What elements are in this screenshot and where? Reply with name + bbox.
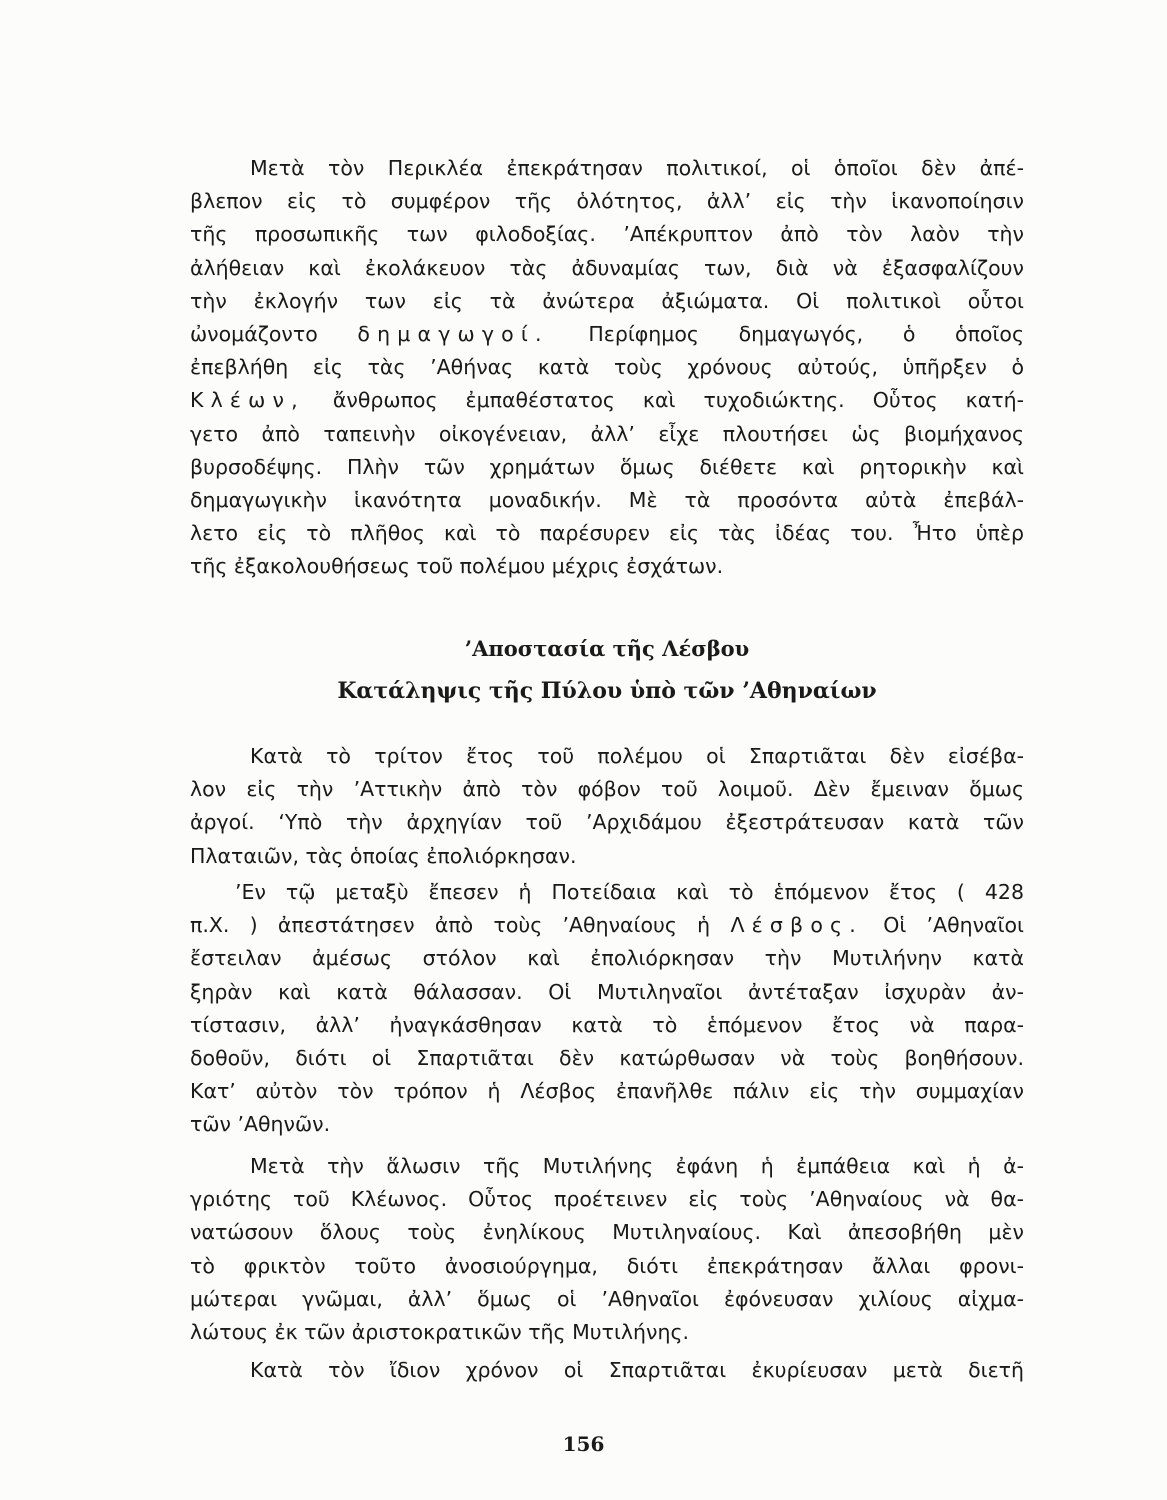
text-line: μώτεραι γνῶμαι, ἀλλ’ ὅμως οἱ ’Αθηναῖοι ἐφόνευσαν χιλίους αἰχμα-: [190, 1286, 1024, 1311]
text-line: τὸ φρικτὸν τοῦτο ἀνοσιούργημα, διότι ἐπεκράτησαν ἄλλαι φρονι-: [190, 1253, 1024, 1278]
text-line: [190, 909, 1024, 942]
text-line: ἀργοί. ‘Υπὸ τὴν ἀρχηγίαν τοῦ ’Αρχιδάμου ἐξεστράτευσαν κατὰ τῶν: [190, 810, 1024, 835]
section-heading-lesbos: ’Αποστασία τῆς Λέσβου: [464, 636, 750, 661]
text-line: λον εἰς τὴν ’Αττικὴν ἀπὸ τὸν φόβον τοῦ λοιμοῦ. Δὲν ἔμειναν ὅμως: [190, 777, 1024, 802]
paragraph-lesbos-revolt: [190, 876, 1024, 1142]
text-line: γριότης τοῦ Κλέωνος. Οὗτος προέτεινεν εἰς τοὺς ’Αθηναίους νὰ θα-: [190, 1187, 1024, 1212]
paragraph-third-year: [190, 740, 1024, 873]
text-line: τῆς προσωπικῆς των φιλοδοξίας. ’Απέκρυπτον ἀπὸ τὸν λαὸν τὴν: [190, 222, 1024, 247]
text-line: νατώσουν ὅλους τοὺς ἐνηλίκους Μυτιληναίους. Καὶ ἀπεσοβήθη μὲν: [190, 1220, 1024, 1245]
section-heading-pylos: Κατάληψις τῆς Πύλου ὑπὸ τῶν ’Αθηναίων: [337, 678, 877, 704]
paragraph-pericles-successors: [190, 152, 1024, 583]
text-line: λετο εἰς τὸ πλῆθος καὶ τὸ παρέσυρεν εἰς τὰς ἰδέας του. Ἦτο ὑπὲρ: [190, 521, 1024, 546]
text-fragment: ὠνομάζοντο: [190, 321, 318, 346]
text-line: ξηρὰν καὶ κατὰ θάλασσαν. Οἱ Μυτιληναῖοι ἀντέταξαν ἰσχυρὰν ἀν-: [190, 979, 1024, 1004]
text-line: τὴν ἐκλογήν των εἰς τὰ ἀνώτερα ἀξιώματα. Οἱ πολιτικοὶ οὗτοι: [190, 288, 1024, 313]
text-line: Κατ’ αὐτὸν τὸν τρόπον ἡ Λέσβος ἐπανῆλθε πάλιν εἰς τὴν συμμαχίαν: [190, 1079, 1024, 1104]
text-line: Μετὰ τὴν ἅλωσιν τῆς Μυτιλήνης ἐφάνη ἡ ἐμπάθεια καὶ ἡ ἀ-: [250, 1154, 1024, 1178]
text-line: ἐπεβλήθη εἰς τὰς ’Αθήνας κατὰ τοὺς χρόνους αὐτούς, ὑπῆρξεν ὁ: [190, 355, 1024, 380]
spaced-term-demagogues: δημαγωγοί.: [357, 321, 549, 346]
text-line: τίστασιν, ἀλλ’ ἠναγκάσθησαν κατὰ τὸ ἑπόμενον ἔτος νὰ παρα-: [190, 1012, 1024, 1037]
text-line: γετο ἀπὸ ταπεινὴν οἰκογένειαν, ἀλλ’ εἶχε πλουτήσει ὡς βιομήχανος: [190, 421, 1024, 446]
text-line: ’Εν τῷ μεταξὺ ἔπεσεν ἡ Ποτείδαια καὶ τὸ ἑπόμενον ἔτος ( 428: [235, 880, 1024, 904]
text-fragment: ἄνθρωπος ἐμπαθέστατος καὶ τυχοδιώκτης. Οὗτος κατή-: [332, 388, 1024, 413]
spaced-term-lesbos: Λέσβος.: [730, 913, 863, 938]
text-line: τῶν ’Αθηνῶν.: [190, 1112, 331, 1137]
text-fragment: Οἱ ’Αθηναῖοι: [883, 913, 1024, 938]
text-line: Κατὰ τὸ τρίτον ἔτος τοῦ πολέμου οἱ Σπαρτιᾶται δὲν εἰσέβα-: [250, 744, 1024, 768]
text-line: [190, 384, 1024, 417]
text-line: λώτους ἐκ τῶν ἀριστοκρατικῶν τῆς Μυτιλήνης.: [190, 1319, 690, 1344]
text-line: Κατὰ τὸν ἴδιον χρόνον οἱ Σπαρτιᾶται ἐκυρίευσαν μετὰ διετῆ: [250, 1358, 1024, 1382]
paragraph-mytilene-aftermath: [190, 1150, 1024, 1349]
page-number: 156: [562, 1432, 605, 1456]
text-line: βλεπον εἰς τὸ συμφέρον τῆς ὁλότητος, ἀλλ’ εἰς τὴν ἱκανοποίησιν: [190, 189, 1024, 214]
text-line: ἔστειλαν ἀμέσως στόλον καὶ ἐπολιόρκησαν τὴν Μυτιλήνην κατὰ: [190, 946, 1024, 971]
text-line: Πλαταιῶν, τὰς ὁποίας ἐπολιόρκησαν.: [190, 843, 577, 868]
text-fragment: Περίφημος δημαγωγός, ὁ ὁποῖος: [588, 321, 1024, 346]
paragraph-spartans-capture: [190, 1354, 1024, 1387]
text-line: δημαγωγικὴν ἱκανότητα μοναδικήν. Μὲ τὰ προσόντα αὐτὰ ἐπεβάλ-: [190, 487, 1024, 512]
text-line: τῆς ἐξακολουθήσεως τοῦ πολέμου μέχρις ἐσχάτων.: [190, 554, 724, 579]
text-line: ἀλήθειαν καὶ ἐκολάκευον τὰς ἀδυναμίας των, διὰ νὰ ἐξασφαλίζουν: [190, 255, 1024, 280]
text-line: δοθοῦν, διότι οἱ Σπαρτιᾶται δὲν κατώρθωσαν νὰ τοὺς βοηθήσουν.: [190, 1045, 1024, 1070]
spaced-term-cleon: Κλέων,: [190, 388, 305, 413]
text-line: Μετὰ τὸν Περικλέα ἐπεκράτησαν πολιτικοί, οἱ ὁποῖοι δὲν ἀπέ-: [250, 156, 1024, 180]
text-line: βυρσοδέψης. Πλὴν τῶν χρημάτων ὅμως διέθετε καὶ ρητορικὴν καὶ: [190, 454, 1024, 479]
text-line: [190, 318, 1024, 351]
text-fragment: π.Χ. ) ἀπεστάτησεν ἀπὸ τοὺς ’Αθηναίους ἡ: [190, 913, 711, 938]
